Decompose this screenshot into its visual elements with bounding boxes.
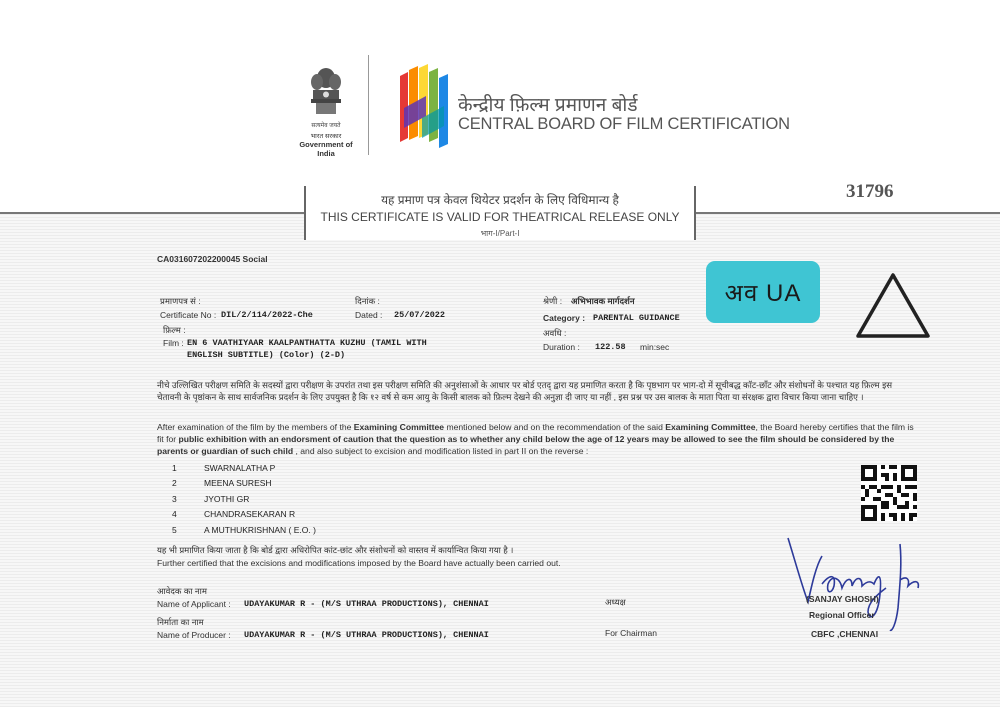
date-hindi: दिनांक : xyxy=(355,296,380,306)
banner-rule-left xyxy=(0,212,304,214)
film-title-line2: ENGLISH SUBTITLE) (Color) (2-D) xyxy=(187,350,346,360)
applicant-hindi: आवेदक का नाम xyxy=(157,586,207,596)
film-title-line1: EN 6 VAATHIYAAR KAALPANTHATTA KUZHU (TAMIL WITH xyxy=(187,338,427,348)
chairman-label: For Chairman xyxy=(605,628,657,638)
rating-badge: अव UA xyxy=(706,261,820,323)
committee-members-list xyxy=(172,460,316,538)
category-label: Category : xyxy=(543,313,586,323)
producer-label: Name of Producer : xyxy=(157,630,231,640)
eng-part-5: , the Board hereby certifies that the film is fit for xyxy=(157,422,914,444)
category-hindi-value: अभिभावक मार्गदर्शन xyxy=(571,296,635,306)
list-item xyxy=(172,460,316,476)
member-name: MEENA SURESH xyxy=(204,478,272,489)
chairman-hindi: अध्यक्ष xyxy=(605,597,626,607)
certification-english-paragraph xyxy=(157,421,917,457)
cert-no-label: Certificate No : xyxy=(160,310,217,320)
officer-office: CBFC ,CHENNAI xyxy=(811,629,879,639)
applicant-value: UDAYAKUMAR R - (M/S UTHRAA PRODUCTIONS), CHENNAI xyxy=(244,599,489,609)
cert-no-hindi: प्रमाणपत्र सं : xyxy=(160,296,201,306)
board-title-hindi: केन्द्रीय फ़िल्म प्रमाणन बोर्ड xyxy=(458,95,638,116)
certification-hindi-paragraph: नीचे उल्लिखित परीक्षण समिति के सदस्यों द्वारा परीक्षण के उपरांत तथा इस परीक्षण समिति की अनुशंसाओं के आधार पर बोर्ड एतद् द्वारा यह प्रमाणित करता है कि पृष्ठभाग पर भाग-दो में सूचीबद्ध कॉट-छाँट और संशोधनों के पश्चात यह फ़िल्म इस चेतावनी के पृष्ठांकन के साथ सार्वजनिक प्रदर्शन के लिए उपयुक्त है कि १२ वर्ष से कम आयु के किसी बालक को फ़िल्म देखने की अनुज्ञा दी जाए या नहीं , इस प्रश्न पर उस बालक के माता पिता या संरक्षक द्वारा विचार किया जाना चाहिए । xyxy=(157,380,893,402)
gov-hindi: भारत सरकार xyxy=(310,133,342,140)
list-item xyxy=(172,522,316,538)
serial-number: 31796 xyxy=(846,181,894,202)
cbfc-logo-icon xyxy=(396,58,452,150)
duration-hindi: अवधि : xyxy=(543,328,567,338)
film-hindi: फ़िल्म : xyxy=(163,325,186,335)
further-english: Further certified that the excisions and modifications imposed by the Board have actually been carried out. xyxy=(157,558,561,568)
eng-part-4: Examining Committee xyxy=(665,422,756,432)
member-name: CHANDRASEKARAN R xyxy=(204,509,296,520)
member-name: SWARNALATHA P xyxy=(204,462,276,473)
gov-english: Government of India xyxy=(299,140,353,158)
category-value: PARENTAL GUIDANCE xyxy=(593,313,680,323)
eng-part-6: public exhibition with an endorsment of caution that the question as to whether any child below the age of 12 years may be allowed to see the film should be considered by the parents or guardian of such child xyxy=(157,434,895,456)
member-name: JYOTHI GR xyxy=(204,493,250,504)
validity-banner xyxy=(304,186,696,240)
eng-part-2: Examining Committee xyxy=(353,422,445,432)
emblem-motto: सत्यमेव जयते xyxy=(311,123,341,129)
member-number: 1 xyxy=(172,462,177,473)
date-label: Dated : xyxy=(355,310,383,320)
board-title-english: CENTRAL BOARD OF FILM CERTIFICATION xyxy=(458,115,790,133)
producer-hindi: निर्माता का नाम xyxy=(157,617,204,627)
list-item xyxy=(172,476,316,492)
header-divider xyxy=(368,55,369,155)
duration-value: 122.58 xyxy=(595,342,626,352)
member-number: 2 xyxy=(172,478,177,489)
qr-code-icon xyxy=(861,465,917,521)
emblem-block xyxy=(290,66,362,158)
member-number: 5 xyxy=(172,524,177,535)
film-label: Film : xyxy=(163,338,184,348)
eng-part-7: , and also subject to excision and modification listed in part II on the reverse : xyxy=(293,446,589,456)
warning-triangle-icon xyxy=(853,270,933,342)
banner-hindi: यह प्रमाण पत्र केवल थियेटर प्रदर्शन के लिए विधिमान्य है xyxy=(381,193,619,207)
state-emblem-icon xyxy=(308,66,344,118)
member-number: 4 xyxy=(172,509,177,520)
producer-value: UDAYAKUMAR R - (M/S UTHRAA PRODUCTIONS), CHENNAI xyxy=(244,630,489,640)
category-hindi: श्रेणी : xyxy=(543,296,563,306)
further-hindi: यह भी प्रमाणित किया जाता है कि बोर्ड द्वारा अधिरोपित कांट-छांट और संशोधनों को वास्तव में कार्यान्वित किया गया है । xyxy=(157,545,514,555)
applicant-label: Name of Applicant : xyxy=(157,599,231,609)
eng-part-3: mentioned below and on the recommendation of the said xyxy=(444,422,666,432)
member-name: A MUTHUKRISHNAN ( E.O. ) xyxy=(204,524,316,535)
reference-code: CA031607202200045 Social xyxy=(157,254,268,264)
officer-name: (SANJAY GHOSH) xyxy=(806,594,879,604)
list-item xyxy=(172,491,316,507)
cert-no-value: DIL/2/114/2022-Che xyxy=(221,310,313,320)
officer-title: Regional Officer xyxy=(809,610,875,620)
duration-unit: min:sec xyxy=(640,342,670,352)
duration-label: Duration : xyxy=(543,342,580,352)
banner-english: THIS CERTIFICATE IS VALID FOR THEATRICAL RELEASE ONLY xyxy=(320,210,680,224)
banner-rule-right xyxy=(692,212,1000,214)
member-number: 3 xyxy=(172,493,177,504)
eng-part-1: After examination of the film by the members of the xyxy=(157,422,354,432)
date-value: 25/07/2022 xyxy=(394,310,446,320)
list-item xyxy=(172,507,316,523)
banner-part: भाग-I/Part-I xyxy=(480,229,520,238)
